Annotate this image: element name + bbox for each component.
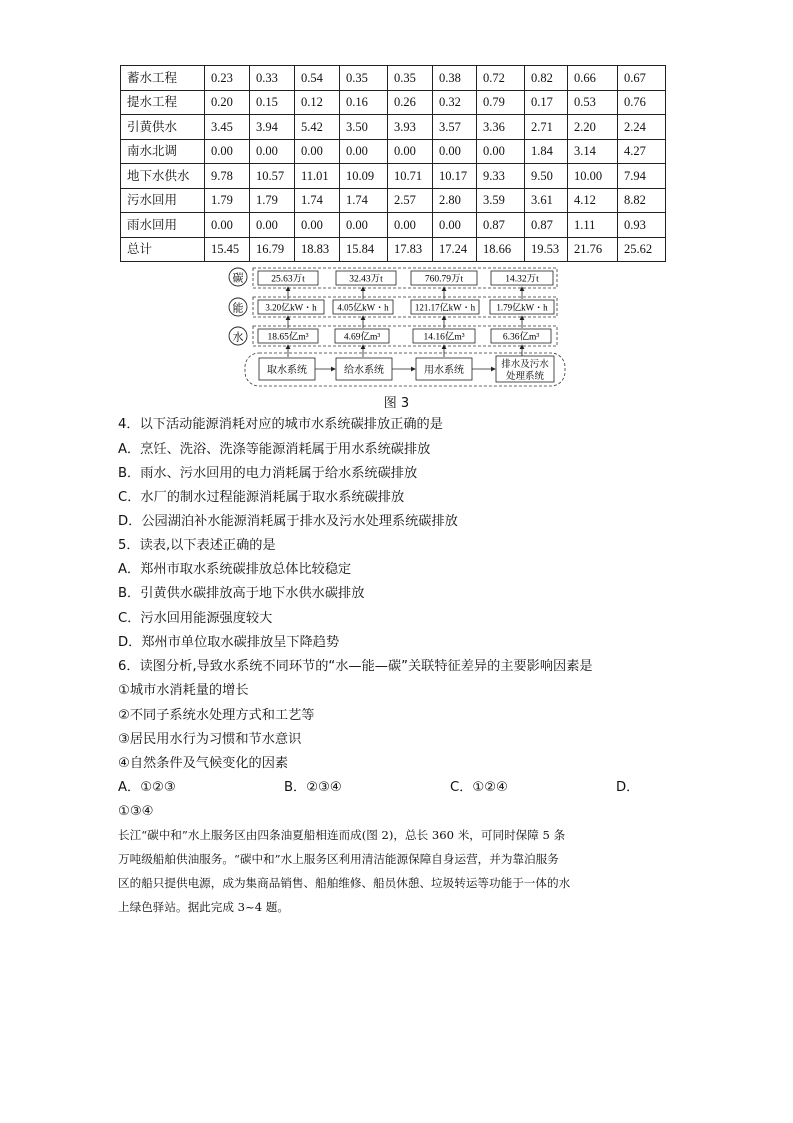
table-cell: 0.00 <box>205 213 250 238</box>
supply-system-label: 给水系统 <box>344 365 384 376</box>
question-6-item-4: ④自然条件及气候变化的因素 <box>118 756 289 771</box>
table-cell: 3.57 <box>433 115 477 140</box>
question-4-option-d: D．公园湖泊补水能源消耗属于排水及污水处理系统碳排放 <box>118 514 458 529</box>
table-cell: 1.79 <box>205 188 250 213</box>
table-cell: 2.71 <box>525 115 568 140</box>
vertical-arrows <box>288 287 522 357</box>
table-cell: 10.09 <box>340 164 388 189</box>
table-row <box>121 188 666 213</box>
row-label: 污水回用 <box>121 188 205 213</box>
table-row <box>121 164 666 189</box>
table-cell: 0.87 <box>477 213 525 238</box>
carbon-value-use: 760.79万t <box>424 274 464 285</box>
question-6-option-b: B．②③④ <box>284 780 342 795</box>
table-cell: 17.83 <box>388 237 433 262</box>
passage-line-1: 长江“碳中和”水上服务区由四条油夏船相连而成(图 2)，总长 360 米，可同时保障 5 条 <box>118 828 566 842</box>
table-cell: 0.00 <box>295 139 340 164</box>
table-cell: 0.20 <box>205 90 250 115</box>
water-value-supply: 4.69亿m³ <box>343 332 381 343</box>
water-label-circle <box>229 327 247 345</box>
table-cell: 0.87 <box>525 213 568 238</box>
table-cell: 0.38 <box>433 66 477 91</box>
table-row <box>121 90 666 115</box>
table-cell: 0.72 <box>477 66 525 91</box>
table-row <box>121 115 666 140</box>
row-label: 南水北调 <box>121 139 205 164</box>
energy-value-supply: 4.05亿kW・h <box>337 302 389 313</box>
table-cell: 0.35 <box>340 66 388 91</box>
table-cell: 1.74 <box>340 188 388 213</box>
carbon-value-supply: 32.43万t <box>349 274 383 285</box>
table-cell: 0.00 <box>433 139 477 164</box>
question-4-option-c: C．水厂的制水过程能源消耗属于取水系统碳排放 <box>118 490 405 505</box>
table-cell: 0.76 <box>618 90 666 115</box>
table-cell: 18.66 <box>477 237 525 262</box>
table-cell: 0.00 <box>250 139 295 164</box>
table-cell: 2.57 <box>388 188 433 213</box>
water-label: 水 <box>232 330 244 344</box>
table-cell: 9.50 <box>525 164 568 189</box>
table-cell: 0.54 <box>295 66 340 91</box>
table-cell: 10.71 <box>388 164 433 189</box>
table-cell: 0.12 <box>295 90 340 115</box>
question-6-item-3: ③居民用水行为习惯和节水意识 <box>118 732 302 747</box>
table-cell: 7.94 <box>618 164 666 189</box>
table-cell: 2.20 <box>568 115 618 140</box>
table-cell: 0.35 <box>388 66 433 91</box>
table-cell: 0.82 <box>525 66 568 91</box>
drainage-system-label-line2: 处理系统 <box>505 371 545 382</box>
table-cell: 0.53 <box>568 90 618 115</box>
intake-system-label: 取水系统 <box>267 365 307 376</box>
table-cell: 4.27 <box>618 139 666 164</box>
table-cell: 25.62 <box>618 237 666 262</box>
table-cell: 0.23 <box>205 66 250 91</box>
question-5-option-a: A．郑州市取水系统碳排放总体比较稳定 <box>118 562 352 577</box>
table-cell: 4.12 <box>568 188 618 213</box>
table-cell: 5.42 <box>295 115 340 140</box>
passage-line-4: 上绿色驿站。据此完成 3~4 题。 <box>118 900 289 914</box>
table-cell: 0.00 <box>295 213 340 238</box>
question-6-option-c: C．①②④ <box>450 780 508 795</box>
question-6-item-1: ①城市水消耗量的增长 <box>118 683 249 698</box>
question-5-stem: 5．读表,以下表述正确的是 <box>118 538 276 553</box>
question-4-stem: 4．以下活动能源消耗对应的城市水系统碳排放正确的是 <box>118 417 443 432</box>
energy-value-use: 121.17亿kW・h <box>414 302 476 313</box>
table-cell: 0.00 <box>340 139 388 164</box>
table-cell: 10.17 <box>433 164 477 189</box>
water-energy-carbon-diagram <box>225 266 570 388</box>
table-cell: 0.00 <box>205 139 250 164</box>
water-supply-table <box>120 65 666 262</box>
table-cell: 0.00 <box>388 213 433 238</box>
table-cell: 3.59 <box>477 188 525 213</box>
table-cell: 0.00 <box>250 213 295 238</box>
question-6-option-a: A．①②③ <box>118 780 176 795</box>
table-cell: 19.53 <box>525 237 568 262</box>
water-value-use: 14.16亿m³ <box>423 332 465 343</box>
table-cell: 3.61 <box>525 188 568 213</box>
table-cell: 2.80 <box>433 188 477 213</box>
water-value-intake: 18.65亿m³ <box>267 332 309 343</box>
table-cell: 0.32 <box>433 90 477 115</box>
row-label: 蓄水工程 <box>121 66 205 91</box>
table-cell: 15.84 <box>340 237 388 262</box>
table-cell: 0.79 <box>477 90 525 115</box>
question-5-option-d: D．郑州市单位取水碳排放呈下降趋势 <box>118 635 340 650</box>
row-label: 引黄供水 <box>121 115 205 140</box>
table-cell: 3.45 <box>205 115 250 140</box>
table-cell: 1.79 <box>250 188 295 213</box>
table-cell: 0.93 <box>618 213 666 238</box>
table-cell: 0.15 <box>250 90 295 115</box>
row-label: 提水工程 <box>121 90 205 115</box>
table-cell: 17.24 <box>433 237 477 262</box>
table-cell: 0.26 <box>388 90 433 115</box>
table-cell: 0.33 <box>250 66 295 91</box>
question-6-option-d: D． <box>616 780 640 795</box>
question-5-option-b: B．引黄供水碳排放高于地下水供水碳排放 <box>118 586 365 601</box>
passage-line-2: 万吨级船舶供油服务。“碳中和”水上服务区利用清洁能源保障自身运营，并为靠泊服务 <box>118 852 559 866</box>
question-6-stem: 6．读图分析,导致水系统不同环节的“水—能—碳”关联特征差异的主要影响因素是 <box>118 659 593 674</box>
table-cell: 3.36 <box>477 115 525 140</box>
table-cell: 0.00 <box>433 213 477 238</box>
table-cell: 10.57 <box>250 164 295 189</box>
table-cell: 11.01 <box>295 164 340 189</box>
table-cell: 10.00 <box>568 164 618 189</box>
table-cell: 8.82 <box>618 188 666 213</box>
question-4-option-a: A．烹饪、洗浴、洗涤等能源消耗属于用水系统碳排放 <box>118 442 431 457</box>
table-row <box>121 213 666 238</box>
carbon-label-circle <box>229 268 247 286</box>
water-value-drainage: 6.36亿m³ <box>502 332 540 343</box>
table-cell: 16.79 <box>250 237 295 262</box>
table-cell: 18.83 <box>295 237 340 262</box>
table-cell: 3.14 <box>568 139 618 164</box>
table-cell: 0.00 <box>388 139 433 164</box>
carbon-value-drainage: 14.32万t <box>505 274 539 285</box>
table-cell: 0.16 <box>340 90 388 115</box>
table-cell: 21.76 <box>568 237 618 262</box>
table-cell: 2.24 <box>618 115 666 140</box>
row-label: 雨水回用 <box>121 213 205 238</box>
table-row <box>121 237 666 262</box>
table-cell: 0.17 <box>525 90 568 115</box>
carbon-value-intake: 25.63万t <box>271 274 305 285</box>
passage-line-3: 区的船只提供电源，成为集商品销售、船舶维修、船员休憩、垃圾转运等功能于一体的水 <box>118 876 571 890</box>
question-4-option-b: B．雨水、污水回用的电力消耗属于给水系统碳排放 <box>118 466 418 481</box>
energy-value-drainage: 1.79亿kW・h <box>496 302 548 313</box>
row-label: 地下水供水 <box>121 164 205 189</box>
use-system-label: 用水系统 <box>424 365 464 376</box>
question-5-option-c: C．污水回用能源强度较大 <box>118 611 273 626</box>
drainage-system-label-line1: 排水及污水 <box>501 359 549 370</box>
table-cell: 0.00 <box>477 139 525 164</box>
table-cell: 1.74 <box>295 188 340 213</box>
table-cell: 9.78 <box>205 164 250 189</box>
question-6-item-2: ②不同子系统水处理方式和工艺等 <box>118 708 315 723</box>
table-cell: 3.94 <box>250 115 295 140</box>
question-6-option-d-content: ①③④ <box>118 804 154 819</box>
table-cell: 0.66 <box>568 66 618 91</box>
table-row <box>121 66 666 91</box>
energy-value-intake: 3.20亿kW・h <box>265 302 317 313</box>
energy-label: 能 <box>232 301 244 315</box>
table-cell: 0.67 <box>618 66 666 91</box>
table-cell: 9.33 <box>477 164 525 189</box>
table-cell: 3.93 <box>388 115 433 140</box>
row-label: 总计 <box>121 237 205 262</box>
table-cell: 15.45 <box>205 237 250 262</box>
energy-label-circle <box>229 298 247 316</box>
figure-caption: 图 3 <box>383 396 410 411</box>
table-cell: 3.50 <box>340 115 388 140</box>
table-row <box>121 139 666 164</box>
table-cell: 1.84 <box>525 139 568 164</box>
table-cell: 0.00 <box>340 213 388 238</box>
carbon-label: 碳 <box>232 271 244 285</box>
table-cell: 1.11 <box>568 213 618 238</box>
